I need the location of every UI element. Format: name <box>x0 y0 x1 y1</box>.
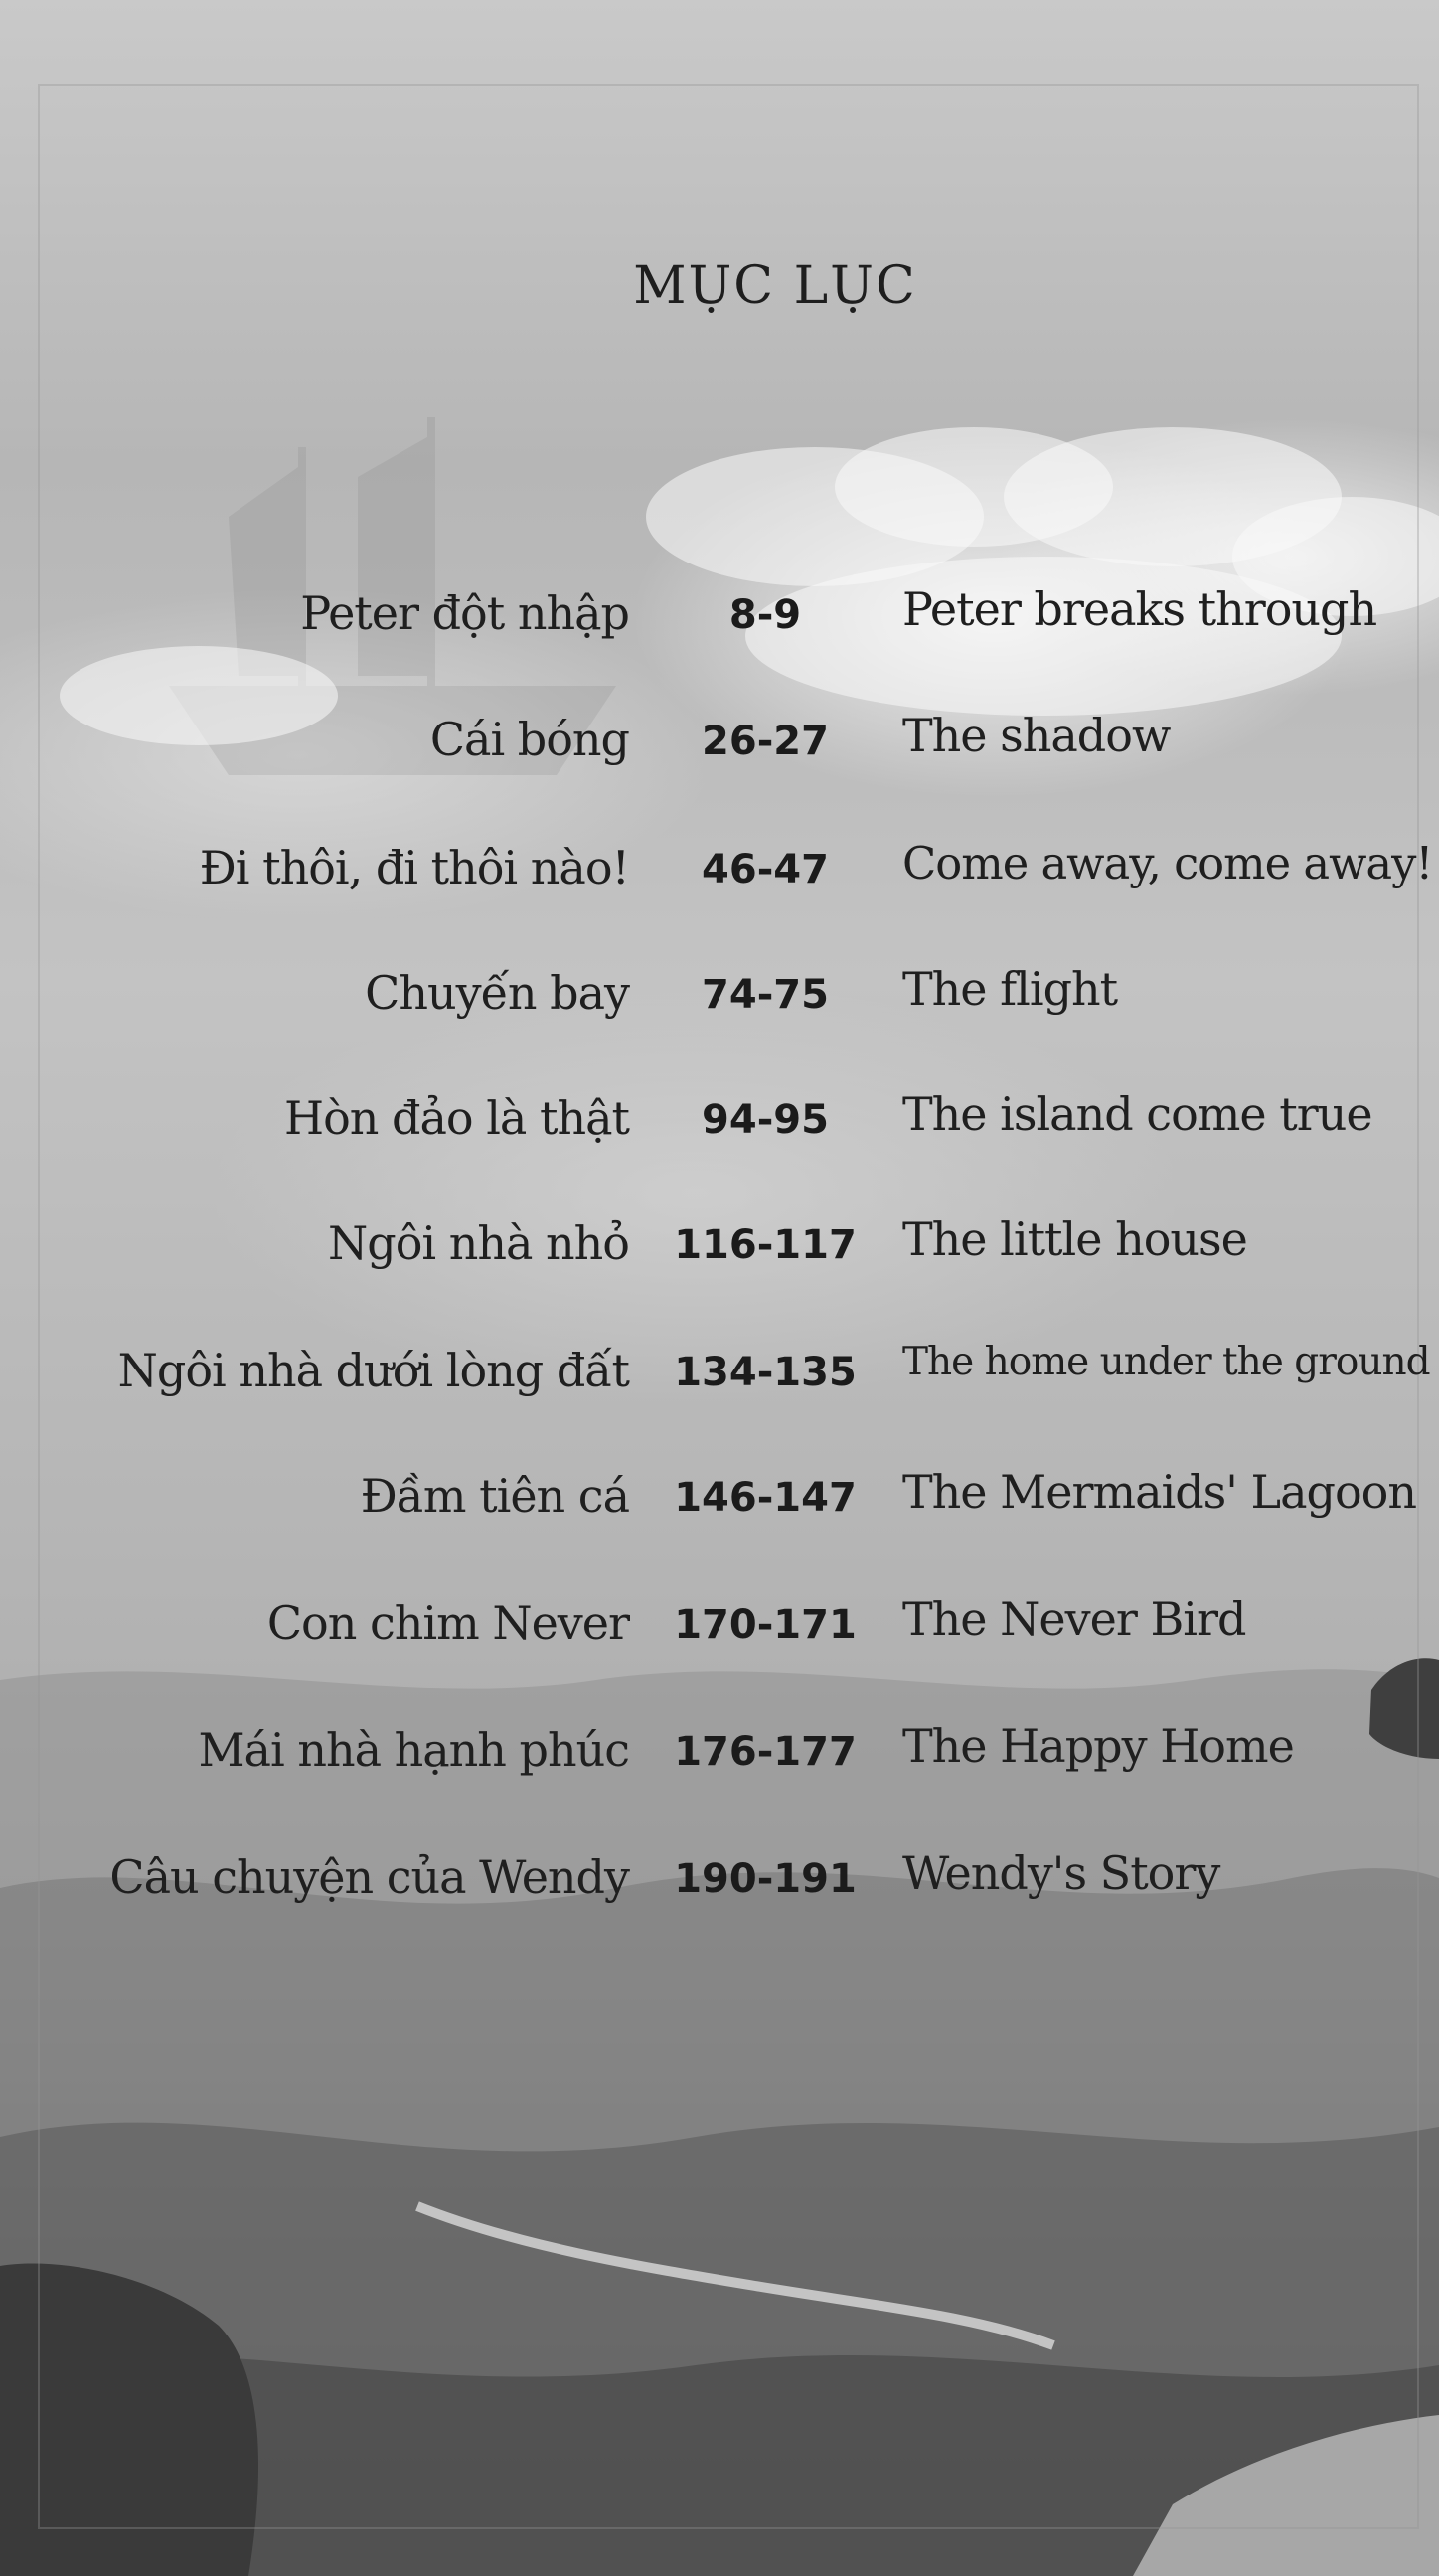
vietnamese-chapter-title: Chuyến bay <box>365 966 629 1020</box>
english-chapter-title: Peter breaks through <box>902 582 1377 636</box>
toc-row[interactable] <box>0 837 1439 920</box>
toc-row[interactable] <box>0 1847 1439 1930</box>
english-chapter-title: The Happy Home <box>902 1719 1294 1773</box>
vietnamese-chapter-title: Đầm tiên cá <box>360 1469 629 1523</box>
vietnamese-chapter-title: Mái nhà hạnh phúc <box>198 1723 629 1777</box>
vietnamese-chapter-title: Peter đột nhập <box>300 586 629 640</box>
toc-row[interactable] <box>0 962 1439 1046</box>
english-chapter-title: The shadow <box>902 709 1171 762</box>
toc-row[interactable] <box>0 709 1439 792</box>
page-range: 190-191 <box>674 1856 857 1902</box>
toc-row[interactable] <box>0 1087 1439 1171</box>
english-chapter-title: The flight <box>902 962 1118 1016</box>
vietnamese-chapter-title: Hòn đảo là thật <box>283 1091 629 1145</box>
vietnamese-chapter-title: Ngôi nhà dưới lòng đất <box>117 1344 629 1397</box>
toc-row[interactable] <box>0 582 1439 666</box>
page-range: 176-177 <box>674 1729 857 1775</box>
toc-row[interactable] <box>0 1592 1439 1676</box>
english-chapter-title: The little house <box>902 1212 1247 1266</box>
toc-row[interactable] <box>0 1340 1439 1423</box>
english-chapter-title: The home under the ground <box>902 1340 1430 1384</box>
vietnamese-chapter-title: Đi thôi, đi thôi nào! <box>199 841 629 894</box>
toc-row[interactable] <box>0 1719 1439 1803</box>
page-range: 46-47 <box>702 847 829 892</box>
page-range: 94-95 <box>702 1097 829 1143</box>
page-title: MỤC LỤC <box>633 256 917 316</box>
english-chapter-title: Come away, come away! <box>902 837 1433 889</box>
page-range: 170-171 <box>674 1602 857 1648</box>
vietnamese-chapter-title: Cái bóng <box>429 713 629 766</box>
vietnamese-chapter-title: Con chim Never <box>266 1596 629 1650</box>
english-chapter-title: The island come true <box>902 1087 1372 1141</box>
english-chapter-title: The Never Bird <box>902 1592 1246 1646</box>
toc-row[interactable] <box>0 1465 1439 1548</box>
page-range: 116-117 <box>674 1222 857 1268</box>
page-range: 134-135 <box>674 1350 857 1395</box>
english-chapter-title: The Mermaids' Lagoon <box>902 1465 1416 1519</box>
page-range: 74-75 <box>702 972 829 1018</box>
vietnamese-chapter-title: Câu chuyện của Wendy <box>109 1851 629 1904</box>
vietnamese-chapter-title: Ngôi nhà nhỏ <box>328 1216 629 1270</box>
page-range: 8-9 <box>728 592 802 638</box>
page-range: 26-27 <box>702 719 829 764</box>
english-chapter-title: Wendy's Story <box>902 1847 1220 1900</box>
toc-row[interactable] <box>0 1212 1439 1296</box>
page-range: 146-147 <box>674 1475 857 1521</box>
